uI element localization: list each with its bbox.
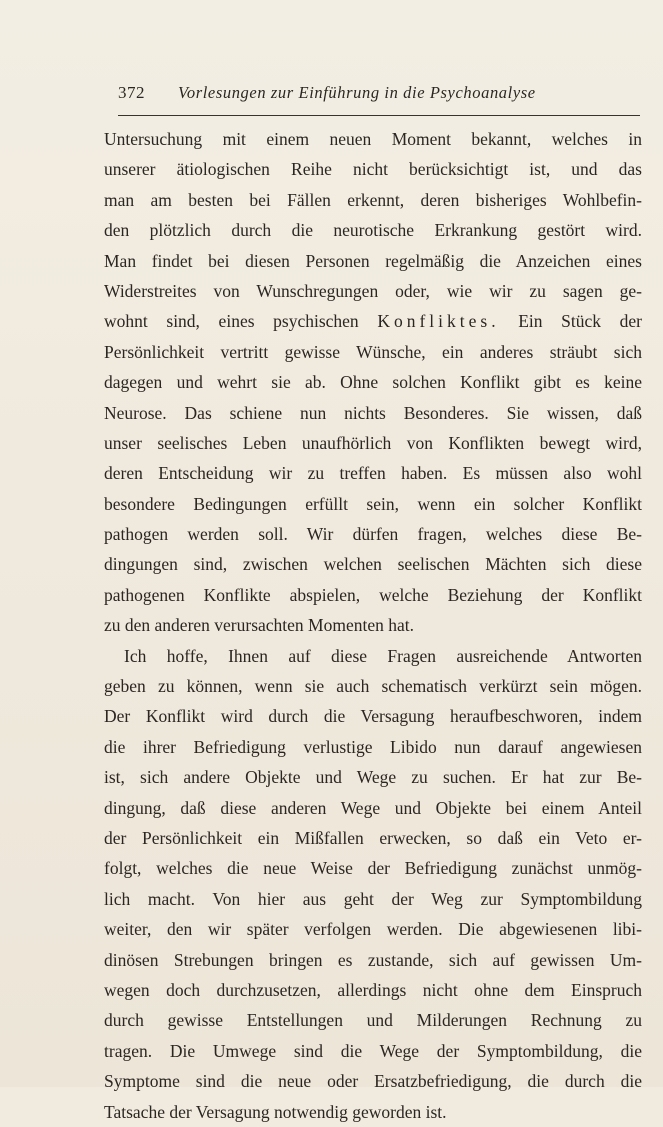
- text-line: deren Entscheidung wir zu treffen haben. Es müssen also wohl: [104, 463, 642, 484]
- text-line: der Persönlichkeit ein Mißfallen erwecken, so daß ein Veto er-: [104, 827, 642, 848]
- header-rule: [118, 115, 640, 116]
- text-line: die ihrer Befriedigung verlustige Libido nun darauf angewiesen: [104, 736, 642, 757]
- text-line-start: wohnt sind, eines psychischen: [104, 311, 359, 332]
- text-line: folgt, welches die neue Weise der Befriedigung zunächst unmög-: [104, 858, 642, 879]
- text-line: Ich hoffe, Ihnen auf diese Fragen ausreichende Antworten: [124, 645, 642, 666]
- text-line: Widerstreites von Wunschregungen oder, wie wir zu sagen ge-: [104, 280, 642, 301]
- text-line: unserer ätiologischen Reihe nicht berücksichtigt ist, und das: [104, 159, 642, 180]
- running-title: Vorlesungen zur Einführung in die Psychoanalyse: [178, 83, 536, 102]
- page-number: 372: [118, 83, 145, 102]
- text-line: Neurose. Das schiene nun nichts Besonderes. Sie wissen, daß: [104, 402, 642, 423]
- text-line: durch gewisse Entstellungen und Milderungen Rechnung zu: [104, 1010, 642, 1031]
- text-line: man am besten bei Fällen erkennt, deren bisheriges Wohlbefin-: [104, 189, 642, 210]
- paragraph-1: [104, 124, 642, 641]
- text-line-end: Ein Stück der: [518, 311, 643, 332]
- text-line: Man findet bei diesen Personen regelmäßig die Anzeichen eines: [104, 250, 642, 271]
- paragraph-2: [104, 641, 642, 1127]
- text-line: [104, 306, 642, 336]
- text-line: den plötzlich durch die neurotische Erkrankung gestört wird.: [104, 220, 642, 241]
- text-line: pathogen werden soll. Wir dürfen fragen, welches diese Be-: [104, 524, 642, 545]
- text-line: ist, sich andere Objekte und Wege zu suchen. Er hat zur Be-: [104, 767, 642, 788]
- text-line: dinösen Strebungen bringen es zustande, sich auf gewissen Um-: [104, 949, 642, 970]
- page-header: [118, 83, 640, 113]
- body-text: [104, 124, 642, 1127]
- text-line: Symptome sind die neue oder Ersatzbefriedigung, die durch die: [104, 1071, 642, 1092]
- text-line: pathogenen Konflikte abspielen, welche Beziehung der Konflikt: [104, 584, 642, 605]
- text-line: besondere Bedingungen erfüllt sein, wenn ein solcher Konflikt: [104, 493, 642, 514]
- text-line: weiter, den wir später verfolgen werden. Die abgewiesenen libi-: [104, 919, 642, 940]
- text-line: Der Konflikt wird durch die Versagung heraufbeschworen, indem: [104, 706, 642, 727]
- text-line: tragen. Die Umwege sind die Wege der Symptombildung, die: [104, 1040, 642, 1061]
- text-line: Untersuchung mit einem neuen Moment bekannt, welches in: [104, 129, 642, 149]
- text-line: Persönlichkeit vertritt gewisse Wünsche, ein anderes sträubt sich: [104, 341, 642, 362]
- text-line: dingungen sind, zwischen welchen seelischen Mächten sich diese: [104, 554, 642, 575]
- text-line: geben zu können, wenn sie auch schematisch verkürzt sein mögen.: [104, 676, 642, 697]
- text-line: zu den anderen verursachten Momenten hat.: [104, 615, 415, 636]
- text-line: wegen doch durchzusetzen, allerdings nicht ohne dem Einspruch: [104, 979, 642, 1000]
- emphasized-word: Konfliktes.: [377, 311, 500, 332]
- text-line: dagegen und wehrt sie ab. Ohne solchen Konflikt gibt es keine: [104, 372, 642, 393]
- text-line: lich macht. Von hier aus geht der Weg zur Symptombildung: [104, 888, 642, 909]
- text-line: dingung, daß diese anderen Wege und Objekte bei einem Anteil: [104, 797, 642, 818]
- text-line: Tatsache der Versagung notwendig geworden ist.: [104, 1101, 447, 1122]
- text-line: unser seelisches Leben unaufhörlich von Konflikten bewegt wird,: [104, 432, 642, 453]
